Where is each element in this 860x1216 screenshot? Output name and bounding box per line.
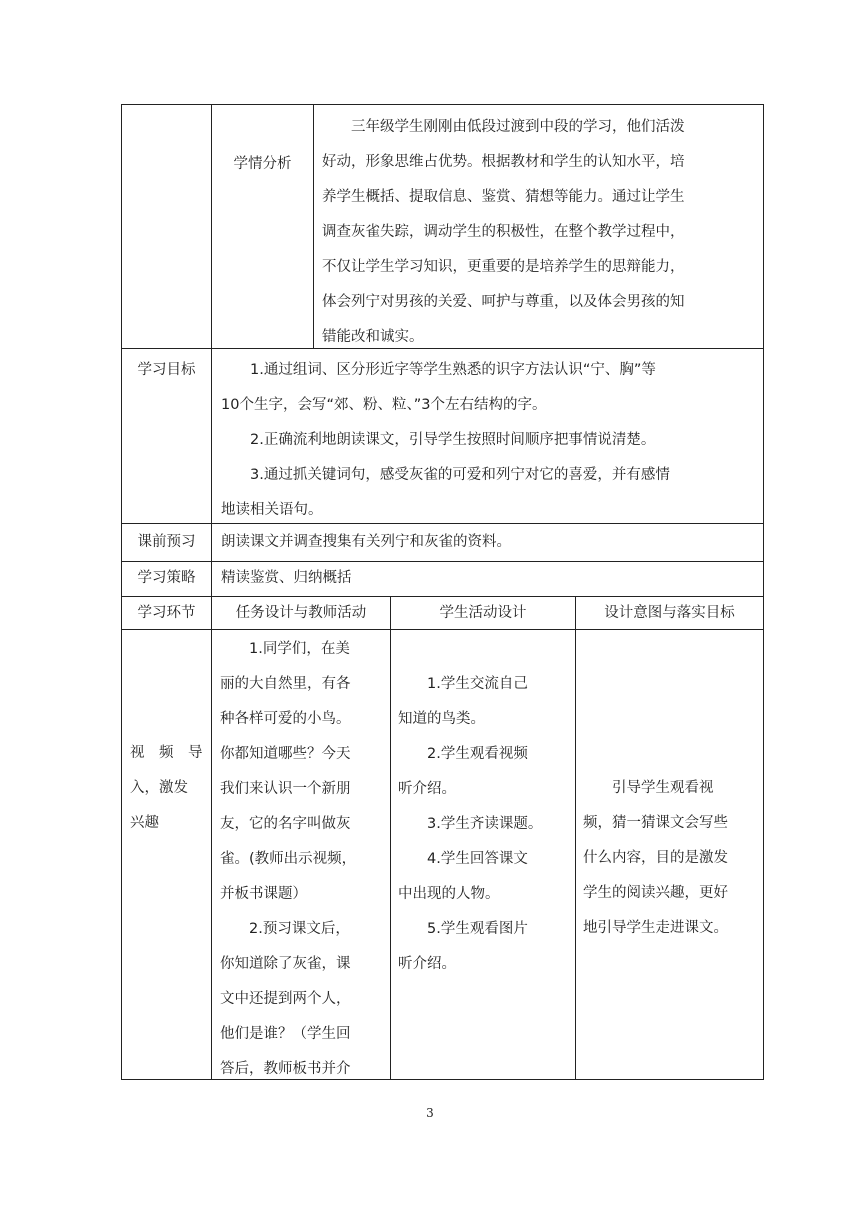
- teacher-line: 答后，教师板书并介: [220, 1061, 351, 1077]
- stage-line: 兴趣: [130, 815, 159, 831]
- intent-line: 学生的阅读兴趣，更好: [583, 885, 728, 901]
- rule-top: [121, 104, 764, 105]
- intent-line: 什么内容，目的是激发: [583, 850, 728, 866]
- teacher-cell: [220, 632, 384, 1087]
- intent-line: 频，猜一猜课文会写些: [583, 815, 728, 831]
- rule-v-e: [390, 596, 391, 1080]
- preview-label: 课前预习: [137, 534, 196, 550]
- intent-line: 引导学生观看视: [612, 780, 714, 796]
- situation-line: 体会列宁对男孩的关爱、呵护与尊重，以及体会男孩的知: [322, 294, 685, 310]
- objective-line: 1.通过组词、区分形近字等学生熟悉的识字方法认识“宁、胸”等: [250, 362, 656, 378]
- student-line: 5.学生观看图片: [427, 921, 528, 937]
- objectives-text: [221, 353, 755, 528]
- teacher-line: 丽的大自然里，有各: [220, 676, 351, 692]
- teacher-line: 他们是谁？（学生回: [220, 1026, 351, 1042]
- strategy-label: 学习策略: [137, 570, 196, 586]
- header-intent: 设计意图与落实目标: [604, 605, 735, 621]
- teacher-line: 文中还提到两个人，: [220, 991, 351, 1007]
- intent-line: 地引导学生走进课文。: [583, 920, 728, 936]
- teacher-line: 我们来认识一个新朋: [220, 781, 351, 797]
- teacher-line: 雀。(教师出示视频，: [220, 851, 357, 867]
- teacher-line: 并板书课题）: [220, 886, 307, 902]
- student-line: 知道的鸟类。: [398, 711, 485, 727]
- student-line: 3.学生齐读课题。: [427, 816, 543, 832]
- stage-line: 入，激发: [130, 780, 188, 796]
- preview-text: 朗读课文并调查搜集有关列宁和灰雀的资料。: [221, 534, 511, 550]
- student-line: 1.学生交流自己: [427, 676, 528, 692]
- situation-line: 调查灰雀失踪，调动学生的积极性，在整个教学过程中，: [322, 224, 685, 240]
- student-line: 2.学生观看视频: [427, 746, 528, 762]
- header-student: 学生活动设计: [439, 605, 527, 621]
- header-stage: 学习环节: [137, 605, 196, 621]
- rule-v-d: [211, 596, 212, 1080]
- intent-cell: [583, 771, 757, 946]
- teacher-line: 友，它的名字叫做灰: [220, 816, 351, 832]
- rule-bottom: [121, 1079, 764, 1080]
- objectives-label: 学习目标: [137, 362, 196, 378]
- situation-line: 好动，形象思维占优势。根据教材和学生的认知水平，培: [322, 154, 685, 170]
- teacher-line: 你都知道哪些？今天: [220, 746, 351, 762]
- rule-v-b: [313, 104, 314, 349]
- objective-line: 3.通过抓关键词句，感受灰雀的可爱和列宁对它的喜爱，并有感情: [250, 467, 670, 483]
- teacher-line: 你知道除了灰雀，课: [220, 956, 351, 972]
- strategy-text: 精读鉴赏、归纳概括: [221, 570, 352, 586]
- stage-cell: [130, 736, 206, 841]
- situation-line: 养学生概括、提取信息、鉴赏、猜想等能力。通过让学生: [322, 189, 685, 205]
- student-line: 听介绍。: [398, 956, 456, 972]
- teacher-line: 种各样可爱的小鸟。: [220, 711, 351, 727]
- header-teacher: 任务设计与教师活动: [235, 605, 367, 621]
- situation-line: 不仅让学生学习知识，更重要的是培养学生的思辩能力，: [322, 259, 685, 275]
- rule-v-f: [575, 596, 576, 1080]
- objective-line: 地读相关语句。: [221, 502, 323, 518]
- situation-line: 三年级学生刚刚由低段过渡到中段的学习，他们活泼: [351, 119, 685, 135]
- stage-line: 视 频 导: [130, 745, 203, 761]
- situation-line: 错能改和诚实。: [322, 329, 424, 345]
- student-line: 中出现的人物。: [398, 886, 500, 902]
- objective-line: 2.正确流利地朗读课文，引导学生按照时间顺序把事情说清楚。: [250, 432, 656, 448]
- rule-v-c: [211, 348, 212, 597]
- situation-text: [322, 110, 754, 355]
- student-line: 听介绍。: [398, 781, 456, 797]
- situation-label: 学情分析: [233, 156, 292, 172]
- teacher-line: 1.同学们，在美: [249, 641, 350, 657]
- student-cell: [398, 667, 568, 982]
- student-line: 4.学生回答课文: [427, 851, 528, 867]
- objective-line: 10个生字，会写“郊、粉、粒、”3个左右结构的字。: [221, 397, 547, 413]
- rule-v-a: [211, 104, 212, 349]
- teacher-line: 2.预习课文后，: [249, 921, 350, 937]
- rule-right: [763, 104, 764, 1080]
- page-number: 3: [426, 1106, 434, 1120]
